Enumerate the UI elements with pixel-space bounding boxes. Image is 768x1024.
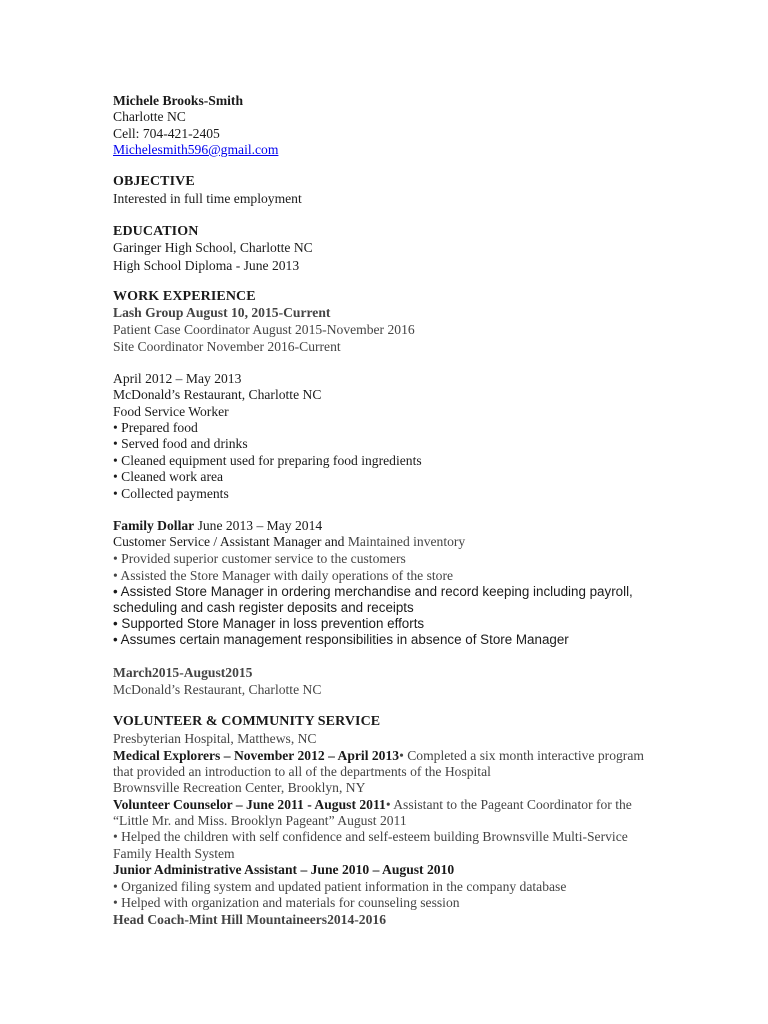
email-row xyxy=(113,142,278,158)
lash-group-role-2: Site Coordinator November 2016-Current xyxy=(113,339,341,354)
junior-admin-title: Junior Administrative Assistant – June 2010 – August 2010 xyxy=(113,862,455,877)
education-heading: EDUCATION xyxy=(113,224,199,239)
email-link[interactable]: Michelesmith596@gmail.com xyxy=(113,142,279,157)
volunteer-hospital: Presbyterian Hospital, Matthews, NC xyxy=(113,731,317,746)
applicant-phone: Cell: 704-421-2405 xyxy=(113,126,220,141)
volunteer-counselor-desc-cont: “Little Mr. and Miss. Brooklyn Pageant” August 2011 xyxy=(113,813,407,828)
family-dollar-role xyxy=(113,534,465,550)
lash-group-role-1: Patient Case Coordinator August 2015-November 2016 xyxy=(113,322,415,337)
bullet-item: • Assumes certain management responsibilities in absence of Store Manager xyxy=(113,632,569,647)
medical-explorers-title: Medical Explorers – November 2012 – April 2013 xyxy=(113,748,400,763)
objective-heading: OBJECTIVE xyxy=(113,174,195,189)
applicant-city: Charlotte NC xyxy=(113,109,186,124)
bullet-item: • Organized filing system and updated patient information in the company database xyxy=(113,879,567,894)
bullet-item: • Assisted Store Manager in ordering merchandise and record keeping including payroll, xyxy=(113,584,633,599)
mcdonalds-1-place: McDonald’s Restaurant, Charlotte NC xyxy=(113,387,322,402)
bullet-item: • Cleaned equipment used for preparing food ingredients xyxy=(113,453,422,468)
bullet-item: • Helped with organization and materials for counseling session xyxy=(113,895,460,910)
objective-text: Interested in full time employment xyxy=(113,191,302,206)
volunteer-counselor-line xyxy=(113,797,632,813)
bullet-item: • Helped the children with self confidence and self-esteem building Brownsville Multi-Service xyxy=(113,829,628,844)
family-dollar-role-a: Customer Service / Assistant Manager and xyxy=(113,534,348,549)
applicant-name: Michele Brooks-Smith xyxy=(113,93,244,108)
mcdonalds-2-dates: March2015-August2015 xyxy=(113,665,253,680)
bullet-item: • Collected payments xyxy=(113,486,229,501)
volunteer-brownsville: Brownsville Recreation Center, Brooklyn, NY xyxy=(113,780,366,795)
bullet-item: • Provided superior customer service to the customers xyxy=(113,551,406,566)
bullet-item-continuation: Family Health System xyxy=(113,846,235,861)
education-school: Garinger High School, Charlotte NC xyxy=(113,240,313,255)
mcdonalds-2-place: McDonald’s Restaurant, Charlotte NC xyxy=(113,682,322,697)
head-coach-title: Head Coach-Mint Hill Mountaineers2014-2016 xyxy=(113,912,386,927)
family-dollar-name: Family Dollar xyxy=(113,518,195,533)
mcdonalds-1-role: Food Service Worker xyxy=(113,404,229,419)
bullet-item: • Prepared food xyxy=(113,420,198,435)
bullet-item: • Cleaned work area xyxy=(113,469,224,484)
education-diploma: High School Diploma - June 2013 xyxy=(113,258,300,273)
bullet-item: • Supported Store Manager in loss prevention efforts xyxy=(113,616,425,631)
family-dollar-dates: June 2013 – May 2014 xyxy=(194,518,323,533)
volunteer-counselor-desc: • Assistant to the Pageant Coordinator for the xyxy=(385,797,632,812)
lash-group-title: Lash Group August 10, 2015-Current xyxy=(113,305,331,320)
mcdonalds-1-dates: April 2012 – May 2013 xyxy=(113,371,242,386)
bullet-item: • Assisted the Store Manager with daily operations of the store xyxy=(113,568,454,583)
work-experience-heading: WORK EXPERIENCE xyxy=(113,289,256,304)
volunteer-counselor-title: Volunteer Counselor – June 2011 - August 2011 xyxy=(113,797,386,812)
medical-explorers-line xyxy=(113,748,644,764)
bullet-item: • Served food and drinks xyxy=(113,436,248,451)
medical-explorers-desc-cont: that provided an introduction to all of the departments of the Hospital xyxy=(113,764,491,779)
bullet-item-continuation: scheduling and cash register deposits and receipts xyxy=(113,600,414,615)
family-dollar-header xyxy=(113,518,322,534)
volunteer-heading: VOLUNTEER & COMMUNITY SERVICE xyxy=(113,714,381,729)
family-dollar-role-b: Maintained inventory xyxy=(347,534,466,549)
medical-explorers-desc: • Completed a six month interactive program xyxy=(399,748,644,763)
